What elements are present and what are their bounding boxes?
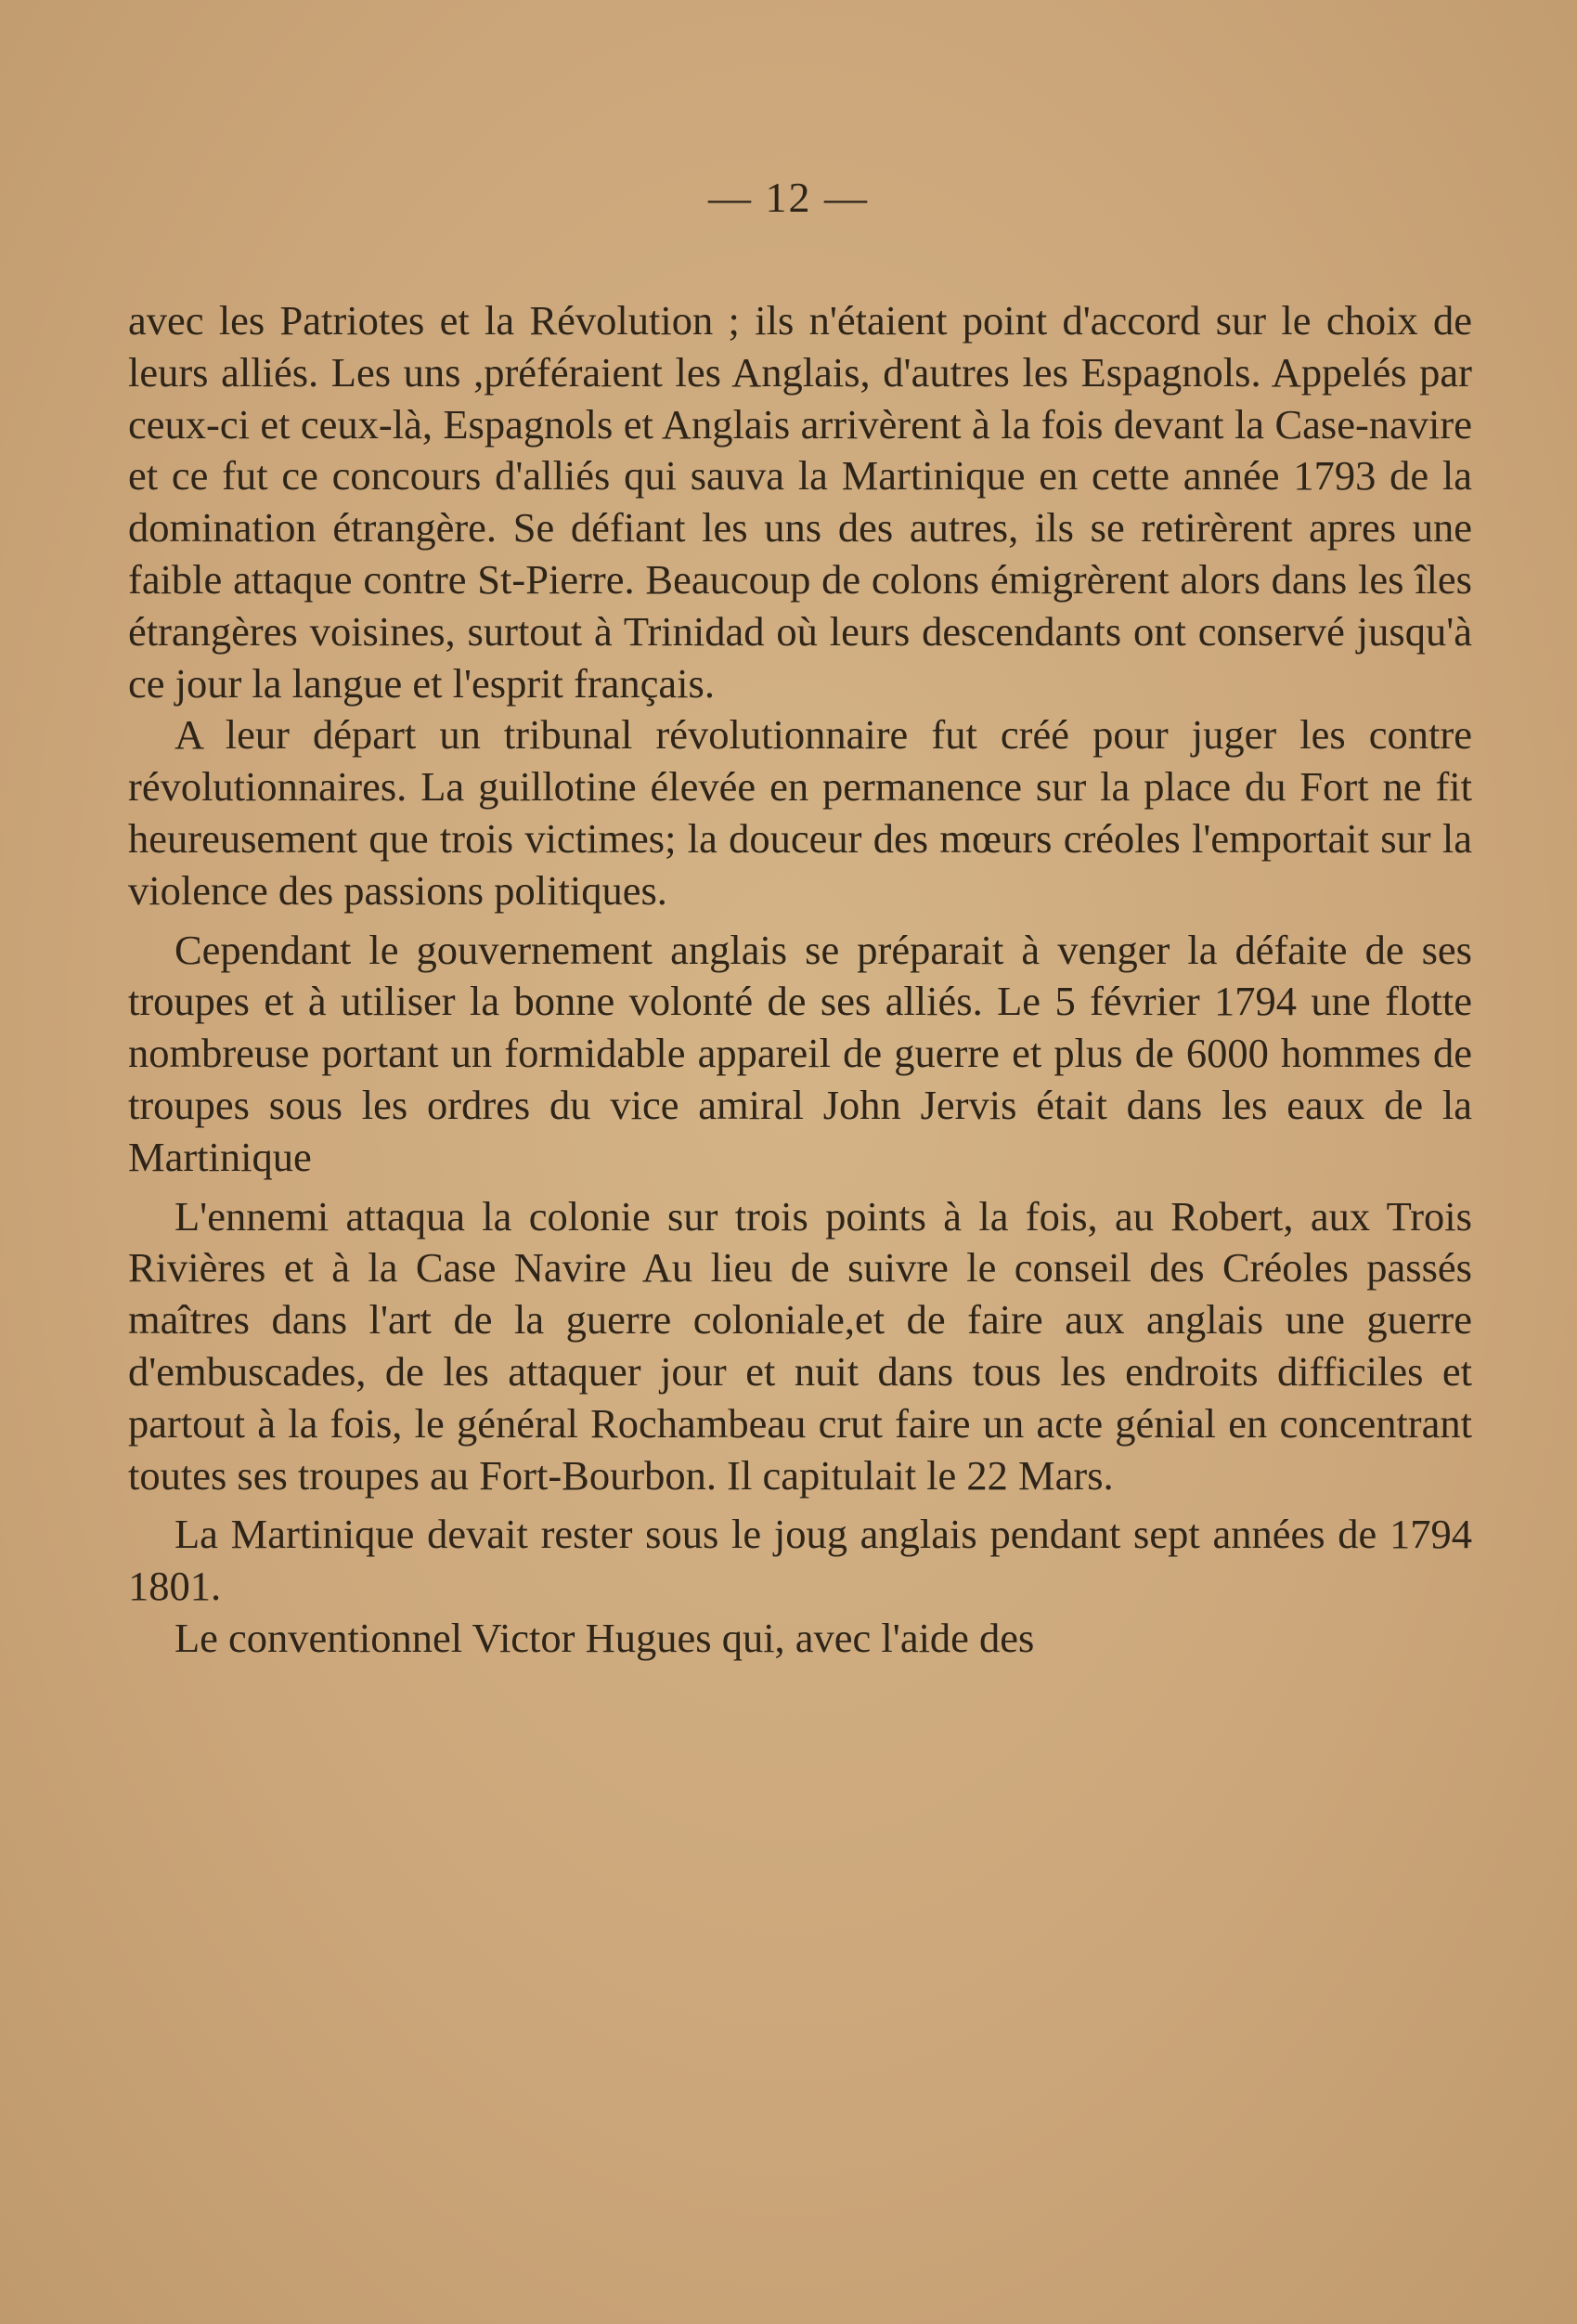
paragraph-6: Le conventionnel Victor Hugues qui, avec l'aide des [175,1614,1035,1661]
body-text [128,295,1472,1665]
paragraph-2: A leur départ un tribunal révolutionnaire fut créé pour juger les contre révolutionnaires. La guillotine élevée en permanence sur la place du Fort ne fit heureusement que trois victimes; la douceur des mœurs créoles l'emportait sur la violence des passions politiques. [128,711,1472,914]
paragraph-5: La Martinique devait rester sous le joug anglais pendant sept années de 1794 1801. [128,1511,1472,1610]
paragraph-4: L'ennemi attaqua la colonie sur trois points à la fois, au Robert, aux Trois Rivières et à la Case Navire Au lieu de suivre le conseil des Créoles passés maîtres dans l'art de la guerre coloniale,et de faire aux anglais une guerre d'embuscades, de les attaquer jour et nuit dans tous les endroits difficiles et partout à la fois, le général Rochambeau crut faire un acte génial en concentrant toutes ses troupes au Fort-Bourbon. Il capitulait le 22 Mars. [128,1192,1472,1499]
page-number: — 12 — [708,174,869,221]
paragraph-3: Cependant le gouvernement anglais se préparait à venger la défaite de ses troupes et à utiliser la bonne volonté de ses alliés. Le 5 février 1794 une flotte nombreuse portant un formidable appareil de guerre et plus de 6000 hommes de troupes sous les ordres du vice amiral John Jervis était dans les eaux de la Martinique [128,926,1472,1180]
paragraph-1: avec les Patriotes et la Révolution ; ils n'étaient point d'accord sur le choix de leurs alliés. Les uns ,préféraient les Anglais, d'autres les Espagnols. Appelés par ceux-ci et ceux-là, Espagnols et Anglais arrivèrent à la fois devant la Case-navire et ce fut ce concours d'alliés qui sauva la Martinique en cette année 1793 de la domination étrangère. Se défiant les uns des autres, ils se retirèrent apres une faible attaque contre St-Pierre. Beaucoup de colons émigrèrent alors dans les îles étrangères voisines, surtout à Trinidad où leurs descendants ont conservé jusqu'à ce jour la langue et l'esprit français. [128,297,1472,707]
